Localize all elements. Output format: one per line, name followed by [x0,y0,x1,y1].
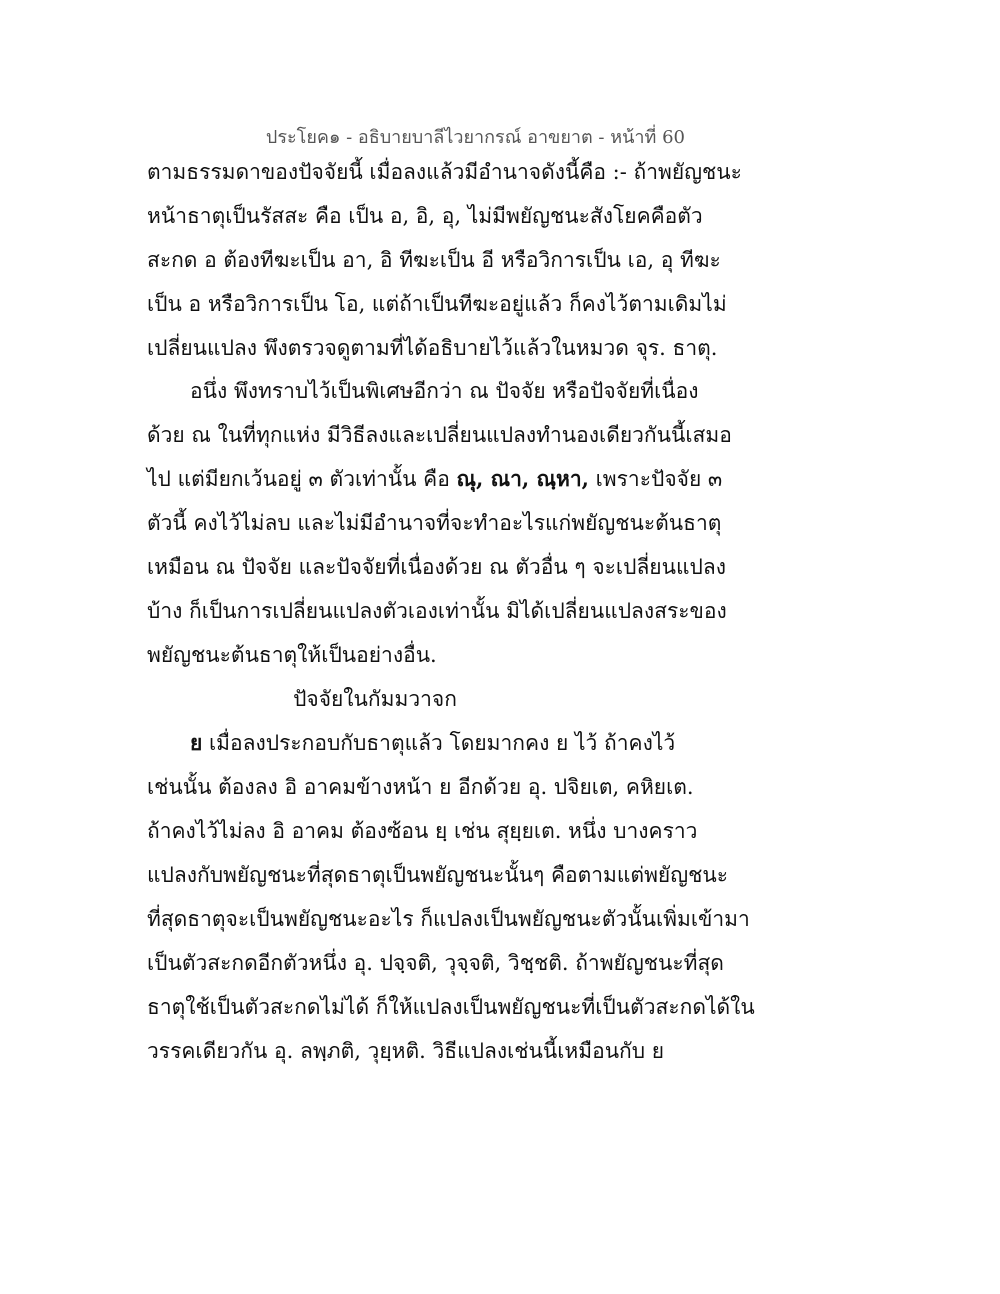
text-line: เป็น อ หรือวิการเป็น โอ, แต่ถ้าเป็นทีฆะอยู่แล้ว ก็คงไว้ตามเดิมไม่ [147,292,727,316]
text-line: วรรคเดียวกัน อุ. ลพฺภติ, วุยฺหติ. วิธีแปลงเช่นนี้เหมือนกับ ย [147,1039,665,1063]
text-line: อนึ่ง พึงทราบไว้เป็นพิเศษอีกว่า ณ ปัจจัย หรือปัจจัยที่เนื่อง [190,379,699,403]
text-line: เปลี่ยนแปลง พึงตรวจดูตามที่ได้อธิบายไว้แล้วในหมวด จุร. ธาตุ. [147,336,718,360]
text-line: สะกด อ ต้องทีฆะเป็น อา, อิ ทีฆะเป็น อี หรือวิการเป็น เอ, อุ ทีฆะ [147,248,721,272]
text-line: ถ้าคงไว้ไม่ลง อิ อาคม ต้องซ้อน ยฺ เช่น สุยฺยเต. หนึ่ง บางคราว [147,819,698,843]
text-line [190,728,675,758]
text-line: หน้าธาตุเป็นรัสสะ คือ เป็น อ, อิ, อุ, ไม่มีพยัญชนะสังโยคคือตัว [147,204,703,228]
bold-term: ณุ, ณา, ณฺหา, [456,466,589,491]
text-line: แปลงกับพยัญชนะที่สุดธาตุเป็นพยัญชนะนั้นๆ คือตามแต่พยัญชนะ [147,863,728,887]
text-line: พยัญชนะต้นธาตุให้เป็นอย่างอื่น. [147,643,437,667]
bold-term: ย [190,730,203,755]
text-span: เพราะปัจจัย ๓ [588,467,723,491]
text-line: ด้วย ณ ในที่ทุกแห่ง มีวิธีลงและเปลี่ยนแปลงทำนองเดียวกันนี้เสมอ [147,423,732,447]
text-line: ตามธรรมดาของปัจจัยนี้ เมื่อลงแล้วมีอำนาจดังนี้คือ :- ถ้าพยัญชนะ [147,160,742,184]
section-title: ปัจจัยในกัมมวาจก [293,687,457,711]
text-line: ตัวนี้ คงไว้ไม่ลบ และไม่มีอำนาจที่จะทำอะไรแก่พยัญชนะต้นธาตุ [147,511,722,535]
text-span: เมื่อลงประกอบกับธาตุแล้ว โดยมากคง ย ไว้ ถ้าคงไว้ [202,731,676,755]
text-line: ที่สุดธาตุจะเป็นพยัญชนะอะไร ก็แปลงเป็นพยัญชนะตัวนั้นเพิ่มเข้ามา [147,907,750,931]
text-line [147,464,722,494]
text-line: เหมือน ณ ปัจจัย และปัจจัยที่เนื่องด้วย ณ ตัวอื่น ๆ จะเปลี่ยนแปลง [147,555,726,579]
text-line: บ้าง ก็เป็นการเปลี่ยนแปลงตัวเองเท่านั้น มิได้เปลี่ยนแปลงสระของ [147,599,727,623]
text-line: เป็นตัวสะกดอีกตัวหนึ่ง อุ. ปจฺจติ, วุจฺจติ, วิชฺชติ. ถ้าพยัญชนะที่สุด [147,951,724,975]
text-span: ไป แต่มียกเว้นอยู่ ๓ ตัวเท่านั้น คือ [147,467,457,491]
text-line: เช่นนั้น ต้องลง อิ อาคมข้างหน้า ย อีกด้วย อุ. ปจิยเต, คหิยเต. [147,775,694,799]
text-line: ธาตุใช้เป็นตัวสะกดไม่ได้ ก็ให้แปลงเป็นพยัญชนะที่เป็นตัวสะกดได้ใน [147,995,755,1019]
running-head: ประโยค๑ - อธิบายบาลีไวยากรณ์ อาขยาต - หน้าที่ 60 [265,127,685,148]
